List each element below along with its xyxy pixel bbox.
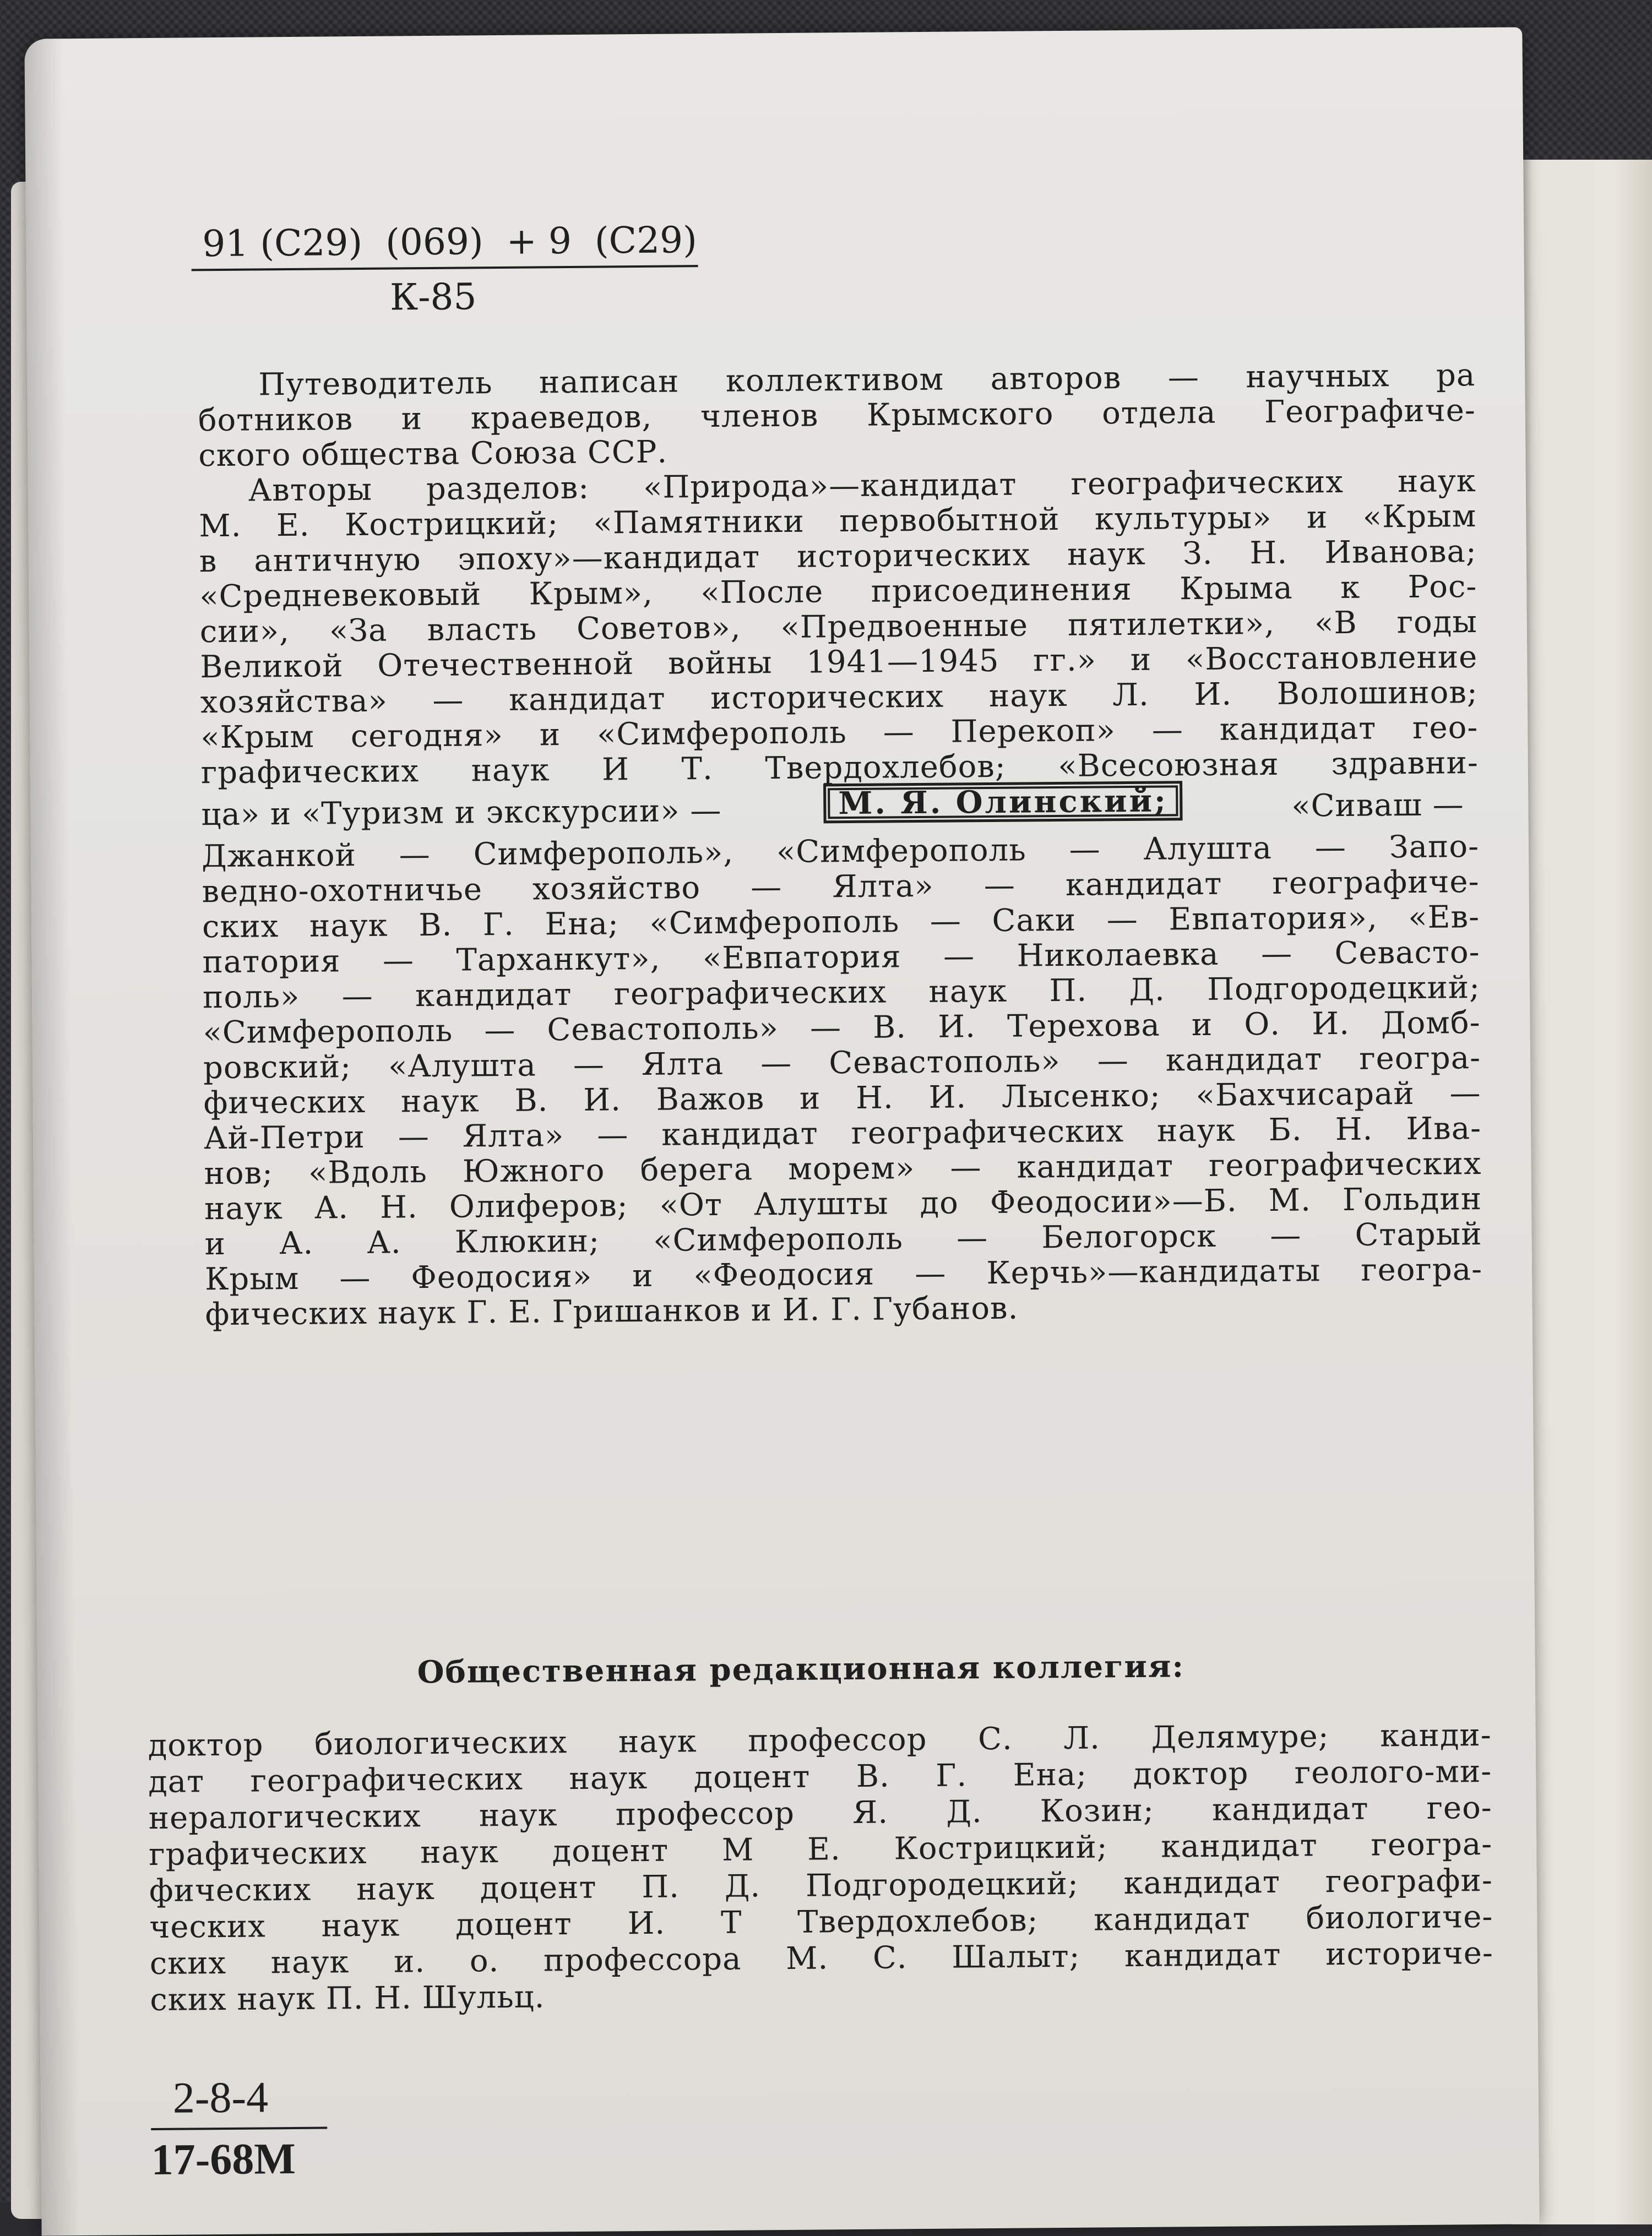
authors-line: Джанкой — Симферополь», «Симферополь — Алушта — Запо- (201, 829, 1480, 875)
authors-line: Авторы разделов: «Природа»—кандидат географических наук (248, 463, 1477, 509)
udc-divider (192, 265, 698, 271)
print-code-bottom: 17-68М (151, 2134, 296, 2185)
board-line: ских наук и. о. профессора М. С. Шалыт; кандидат историче- (149, 1935, 1494, 1982)
authors-line: ботников и краеведов, членов Крымского отдела Географиче- (198, 393, 1476, 439)
board-line: ческих наук доцент И. Т Твердохлебов; кандидат биологиче- (149, 1898, 1493, 1946)
editorial-board-heading: Общественная редакционная коллегия: (417, 1648, 1185, 1691)
board-line: дат географических наук доцент В. Г. Ена; доктор геолого-ми- (148, 1753, 1492, 1800)
board-line: ских наук П. Н. Шульц. (150, 1979, 545, 2019)
authors-line: ведно-охотничье хозяйство — Ялта» — кандидат географиче- (202, 864, 1480, 910)
authors-line: графических наук И Т. Твердохлебов; «Всесоюзная здравни- (200, 745, 1479, 791)
udc-index: 91 (С29) (069) + 9 (С29) (202, 219, 698, 265)
authors-line: хозяйства» — кандидат исторических наук Л. И. Волошинов; (200, 674, 1479, 721)
authors-line: Ай-Петри — Ялта» — кандидат географических наук Б. Н. Ива- (203, 1111, 1482, 1157)
authors-line: поль» — кандидат географических наук П. Д. Подгородецкий; (202, 970, 1481, 1016)
board-line: доктор биологических наук профессор С. Л. Делямуре; канди- (148, 1717, 1492, 1764)
authors-line: сии», «За власть Советов», «Предвоенные пятилетки», «В годы (199, 604, 1478, 650)
authors-line: нов; «Вдоль Южного берега морем» — кандидат географических (204, 1146, 1482, 1192)
authors-line: «Крым сегодня» и «Симферополь — Перекоп» — кандидат гео- (200, 710, 1479, 756)
board-line: графических наук доцент М Е. Кострицкий; кандидат геогра- (149, 1826, 1493, 1873)
authors-line: фических наук В. И. Важов и Н. И. Лысенко; «Бахчисарай — (203, 1075, 1481, 1122)
authors-line: ских наук В. Г. Ена; «Симферополь — Саки — Евпатория», «Ев- (202, 899, 1480, 945)
authors-line: Крым — Феодосия» и «Феодосия — Керчь»—кандидаты геогра- (204, 1252, 1483, 1298)
board-line: фических наук доцент П. Д. Подгородецкий; кандидат географи- (149, 1862, 1493, 1909)
authors-line: Великой Отечественной войны 1941—1945 гг.» и «Восстановление (200, 639, 1478, 686)
authors-line: ровский; «Алушта — Ялта — Севастополь» — кандидат геогра- (203, 1040, 1481, 1086)
authors-line: «Средневековый Крым», «После присоединения Крыма к Рос- (199, 569, 1477, 615)
authors-line: Путеводитель написан коллективом авторов — научных ра (258, 357, 1476, 403)
boxed-author-name: М. Я. Олинский; (823, 781, 1183, 823)
board-line: нералогических наук профессор Я. Д. Козин; кандидат гео- (148, 1789, 1492, 1837)
authors-line: патория — Тарханкут», «Евпатория — Николаевка — Севасто- (202, 934, 1480, 981)
print-code-divider (151, 2127, 327, 2131)
authors-line: фических наук Г. Е. Гришанков и И. Г. Губанов. (205, 1290, 1019, 1333)
udc-author-mark: К-85 (389, 275, 477, 319)
book-page (24, 27, 1539, 2235)
authors-line: «Симферополь — Севастополь» — В. И. Терехова и О. И. Домб- (203, 1005, 1481, 1051)
authors-line: и А. А. Клюкин; «Симферополь — Белогорск — Старый (204, 1216, 1482, 1263)
authors-line: М. Е. Кострицкий; «Памятники первобытной культуры» и «Крым (199, 498, 1477, 545)
authors-line: ского общества Союза ССР. (198, 434, 668, 474)
print-code-top: 2-8-4 (172, 2073, 269, 2123)
authors-line: «Сиваш — (1291, 787, 1464, 824)
authors-line: наук А. Н. Олиферов; «От Алушты до Феодосии»—Б. М. Гольдин (204, 1181, 1482, 1227)
authors-line: ца» и «Туризм и экскурсии» — (201, 792, 722, 833)
authors-line: в античную эпоху»—кандидат исторических наук З. Н. Иванова; (199, 534, 1477, 580)
